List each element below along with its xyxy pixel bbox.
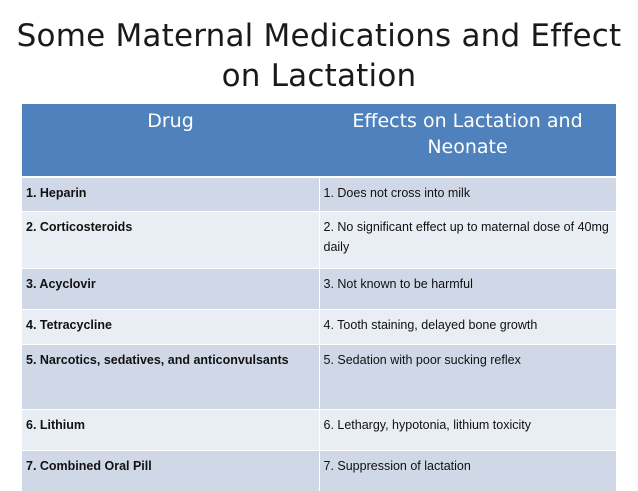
column-header-drug: Drug <box>22 104 319 177</box>
drug-cell: 3. Acyclovir <box>22 269 319 310</box>
table-row <box>22 212 616 269</box>
table-row <box>22 310 616 345</box>
effect-cell: 5. Sedation with poor sucking reflex <box>319 345 616 410</box>
table-row <box>22 345 616 410</box>
medications-table <box>22 104 616 491</box>
drug-cell: 6. Lithium <box>22 410 319 451</box>
table-row <box>22 269 616 310</box>
column-header-effects: Effects on Lactation and Neonate <box>319 104 616 177</box>
effect-cell: 6. Lethargy, hypotonia, lithium toxicity <box>319 410 616 451</box>
table-row <box>22 451 616 491</box>
table-header-row <box>22 104 616 177</box>
drug-cell: 1. Heparin <box>22 177 319 212</box>
slide-title-line-2: on Lactation <box>0 56 638 96</box>
table-row <box>22 177 616 212</box>
effect-cell: 4. Tooth staining, delayed bone growth <box>319 310 616 345</box>
drug-cell: 2. Corticosteroids <box>22 212 319 269</box>
effect-cell: 3. Not known to be harmful <box>319 269 616 310</box>
drug-cell: 7. Combined Oral Pill <box>22 451 319 491</box>
effect-cell: 2. No significant effect up to maternal dose of 40mg daily <box>319 212 616 269</box>
slide-title-line-1: Some Maternal Medications and Effect <box>0 16 638 56</box>
effect-cell: 1. Does not cross into milk <box>319 177 616 212</box>
table-row <box>22 410 616 451</box>
medications-table-container <box>22 104 616 491</box>
slide-title <box>0 16 638 96</box>
drug-cell: 5. Narcotics, sedatives, and anticonvulsants <box>22 345 319 410</box>
drug-cell: 4. Tetracycline <box>22 310 319 345</box>
effect-cell: 7. Suppression of lactation <box>319 451 616 491</box>
